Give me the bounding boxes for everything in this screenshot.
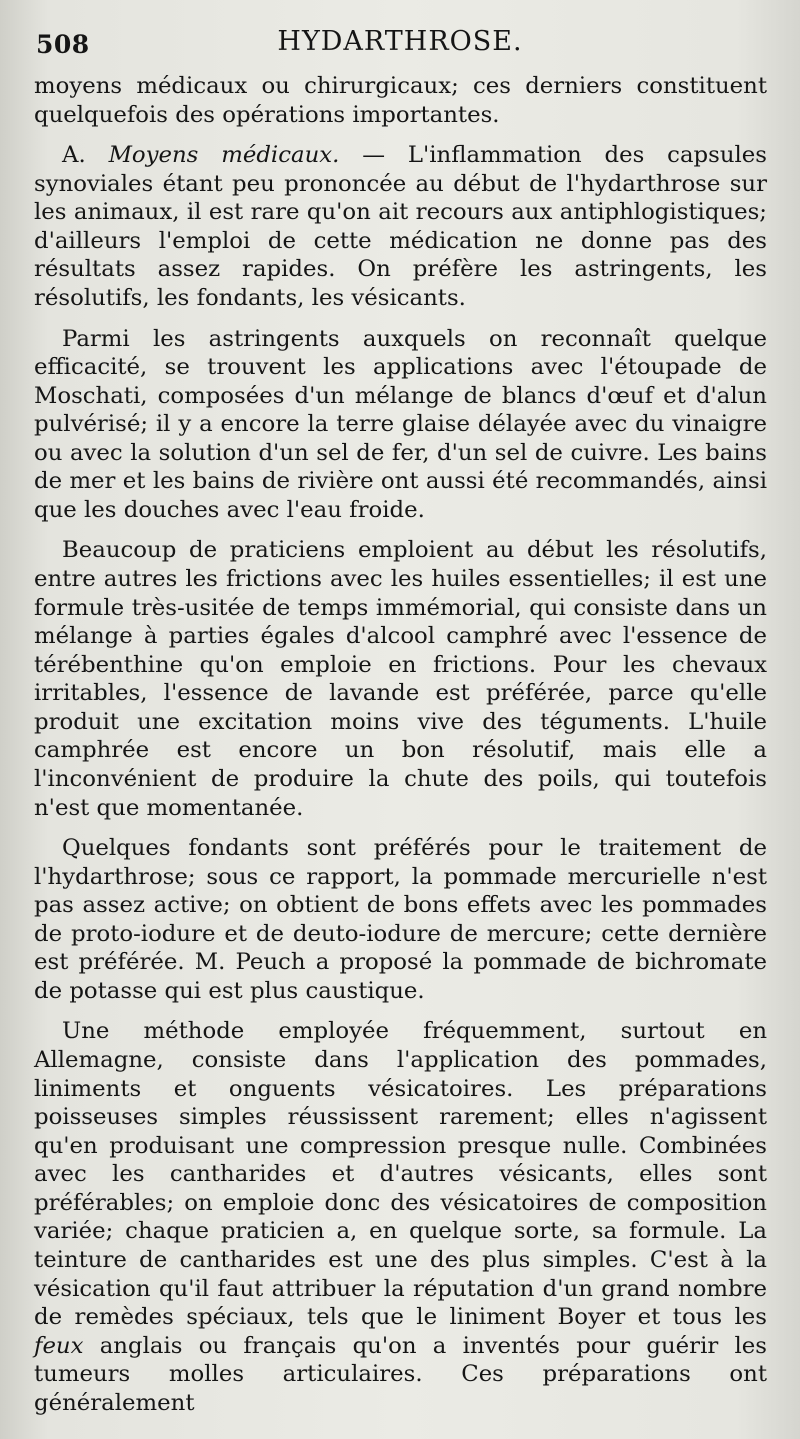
text-run: Parmi les astringents auxquels on reconnaît quelque efficacité, se trouvent les applications avec l'étoupade de Moschati, composées d'un mélange de blancs d'œuf et d'alun pulvérisé; il y a encore la terre glaise délayée avec du vinaigre ou avec la solution d'un sel de fer, d'un sel de cuivre. Les bains de mer et les bains de rivière ont aussi été recommandés, ainsi que les douches avec l'eau froide.	[34, 325, 767, 523]
page-header	[36, 26, 764, 66]
italic-word: feux	[34, 1332, 84, 1359]
text-run: anglais ou français qu'on a inventés pour guérir les tumeurs molles articulaires. Ces préparations ont généralement	[34, 1332, 767, 1416]
text-run: Beaucoup de praticiens emploient au début les résolutifs, entre autres les frictions avec les huiles essentielles; il est une formule très-usitée de temps immémorial, qui consiste dans un mélange à parties égales d'alcool camphré avec l'essence de térébenthine qu'on emploie en frictions. Pour les chevaux irritables, l'essence de lavande est préférée, parce qu'elle produit une excitation moins vive des téguments. L'huile camphrée est encore un bon résolutif, mais elle a l'inconvénient de produire la chute des poils, qui toutefois n'est que momentanée.	[34, 537, 767, 821]
text-run: A.	[62, 142, 109, 169]
paragraph	[34, 834, 767, 1005]
text-run: Quelques fondants sont préférés pour le traitement de l'hydarthrose; sous ce rapport, la pommade mercurielle n'est pas assez active; on obtient de bons effets avec les pommades de proto-iodure et de deuto-iodure de mercure; cette dernière est préférée. M. Peuch a proposé la pommade de bichromate de potasse qui est plus caustique.	[34, 835, 767, 1004]
text-run: Une méthode employée fréquemment, surtout en Allemagne, consiste dans l'application des pommades, liniments et onguents vésicatoires. Les préparations poisseuses simples réussissent rarement; elles n'agissent qu'en produisant une compression presque nulle. Combinées avec les cantharides et d'autres vésicants, elles sont préférables; on emploie donc des vésicatoires de composition variée; chaque praticien a, en quelque sorte, sa formule. La teinture de cantharides est une des plus simples. C'est à la vésication qu'il faut attribuer la réputation d'un grand nombre de remèdes spéciaux, tels que le liniment Boyer et tous les	[34, 1018, 767, 1331]
paragraph	[34, 536, 767, 822]
paragraph	[34, 141, 767, 312]
running-title: HYDARTHROSE.	[277, 26, 523, 57]
page-number: 508	[36, 30, 90, 59]
paragraph	[34, 1017, 767, 1417]
paragraph	[34, 72, 767, 129]
italic-heading: Moyens médicaux.	[108, 142, 340, 169]
text-run: moyens médicaux ou chirurgicaux; ces derniers constituent quelquefois des opérations importantes.	[34, 73, 767, 128]
paragraph	[34, 325, 767, 525]
text-run: — L'inflammation des capsules synoviales étant peu prononcée au début de l'hydarthrose sur les animaux, il est rare qu'on ait recours aux antiphlogistiques; d'ailleurs l'emploi de cette médication ne donne pas des résultats assez rapides. On préfère les astringents, les résolutifs, les fondants, les vésicants.	[34, 142, 768, 311]
body-text	[34, 72, 767, 1429]
